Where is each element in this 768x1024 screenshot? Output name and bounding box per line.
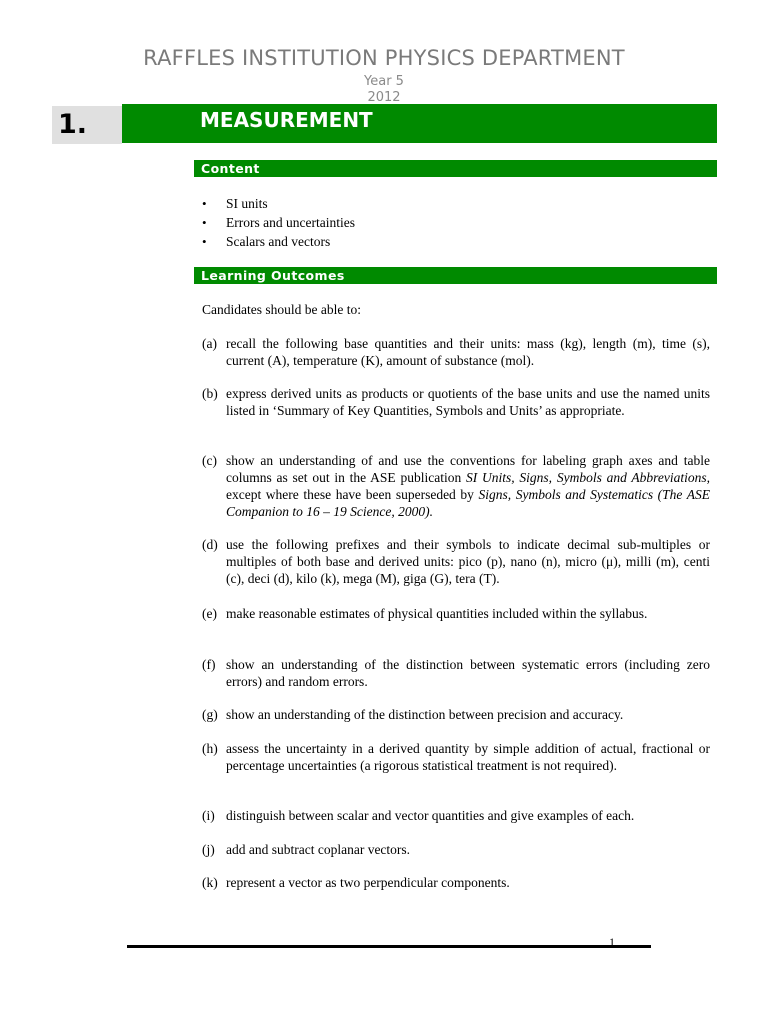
outcome-text (226, 452, 710, 520)
outcome-item-f (202, 656, 710, 690)
outcome-label: (k) (202, 875, 218, 890)
outcome-label: (d) (202, 537, 218, 552)
outcome-label: (c) (202, 453, 217, 468)
outcome-item-d (202, 536, 710, 587)
outcome-text: recall the following base quantities and their units: mass (kg), length (m), time (s), current (A), temperature (K), amount of substance (mol). (226, 336, 710, 368)
outcome-text-part: show an understanding of and use the conventions for labeling graph axes and table columns as set out in the ASE publication (226, 453, 710, 485)
publication-title-italic: SI Units, Signs, Symbols and Abbreviations, (465, 470, 711, 485)
outcome-item-c (202, 452, 710, 520)
outcome-item-e (202, 605, 710, 622)
learning-outcomes-heading: Learning Outcomes (201, 268, 345, 283)
chapter-title-band (122, 104, 717, 143)
chapter-number: 1. (58, 109, 88, 140)
publication-title-italic: Signs, Symbols and Systematics (The ASE Companion to 16 – 19 Science, 2000). (226, 487, 711, 519)
outcome-label: (j) (202, 842, 215, 857)
outcome-text-part: except where these have been superseded by (226, 487, 479, 502)
year-label: Year 5 (364, 74, 404, 89)
outcomes-intro: Candidates should be able to: (202, 302, 361, 317)
outcome-item-h (202, 740, 710, 774)
footer-rule (127, 945, 651, 948)
outcome-text: show an understanding of the distinction between precision and accuracy. (226, 707, 624, 722)
chapter-number-box (52, 106, 122, 144)
content-list-item: • SI units (202, 194, 355, 213)
outcome-label: (i) (202, 808, 215, 823)
outcome-text: represent a vector as two perpendicular components. (226, 875, 510, 890)
outcome-item-i (202, 807, 710, 824)
content-list-item: • Scalars and vectors (202, 232, 355, 251)
chapter-title: MEASUREMENT (200, 108, 373, 132)
content-section-heading-bar (194, 160, 717, 177)
outcome-label: (b) (202, 386, 218, 401)
outcome-text: add and subtract coplanar vectors. (226, 842, 411, 857)
outcome-text: use the following prefixes and their symbols to indicate decimal sub-multiples or multiples of both base and derived units: pico (p), nano (n), micro (μ), milli (m), centi (c), deci (d), kilo (k), mega (M), giga (G), tera (T). (226, 537, 710, 586)
outcome-label: (g) (202, 707, 218, 722)
outcome-item-a (202, 335, 710, 369)
outcome-text: make reasonable estimates of physical quantities included within the syllabus. (226, 606, 648, 621)
outcome-item-b (202, 385, 710, 419)
outcome-item-k (202, 874, 710, 891)
outcome-text: assess the uncertainty in a derived quantity by simple addition of actual, fractional or percentage uncertainties (a rigorous statistical treatment is not required). (226, 741, 710, 773)
outcome-label: (a) (202, 336, 217, 351)
page-number: 1 (609, 935, 615, 945)
outcome-label: (h) (202, 741, 218, 756)
year-date: 2012 (367, 90, 401, 102)
outcome-text: show an understanding of the distinction between systematic errors (including zero errors) and random errors. (226, 657, 710, 689)
content-section-heading: Content (201, 161, 260, 176)
outcome-label: (f) (202, 657, 216, 672)
department-header: RAFFLES INSTITUTION PHYSICS DEPARTMENT (143, 46, 625, 70)
outcome-label: (e) (202, 606, 217, 621)
content-list (202, 194, 355, 251)
outcome-text: express derived units as products or quotients of the base units and use the named units listed in ‘Summary of Key Quantities, Symbols and Units’ as appropriate. (226, 386, 710, 418)
outcome-item-j (202, 841, 710, 858)
learning-outcomes-heading-bar (194, 267, 717, 284)
outcome-text: distinguish between scalar and vector quantities and give examples of each. (226, 808, 635, 823)
outcome-item-g (202, 706, 710, 723)
content-list-item: • Errors and uncertainties (202, 213, 355, 232)
